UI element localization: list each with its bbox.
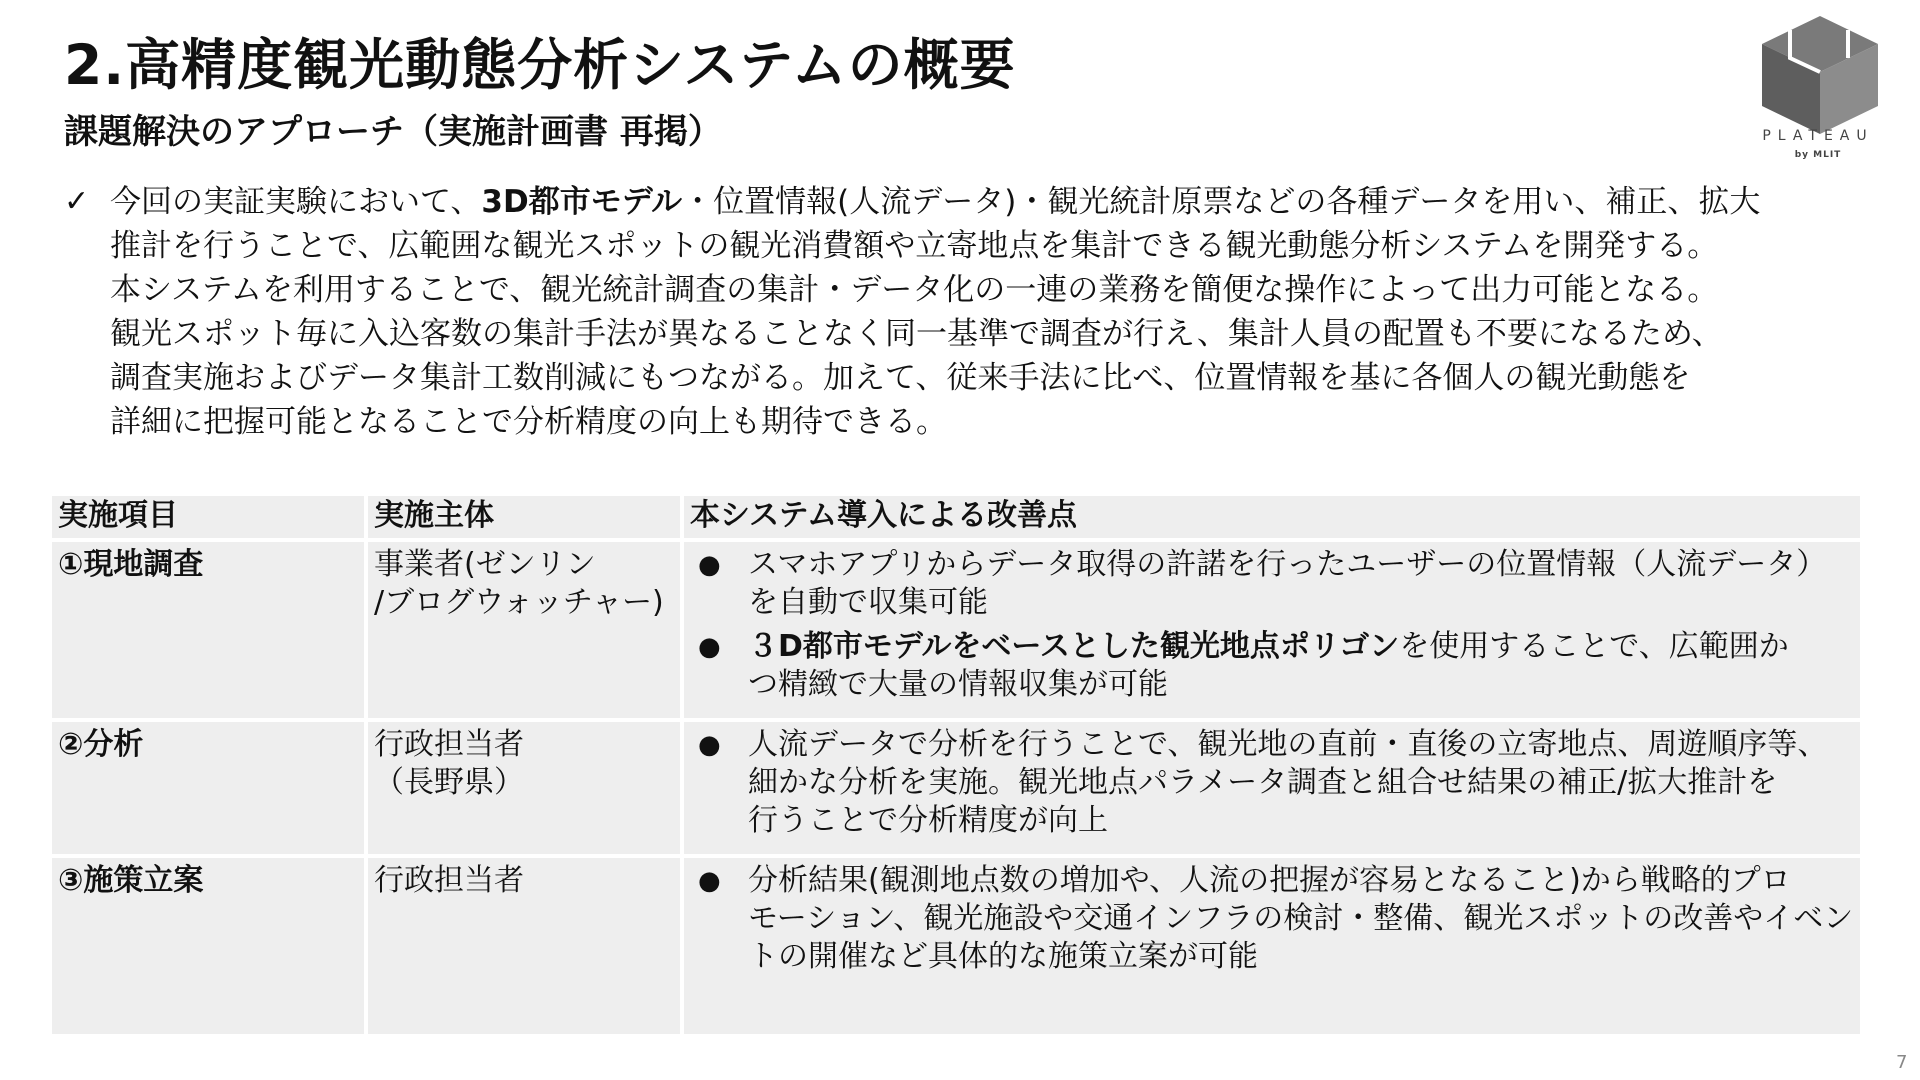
bullet-text: 行うことで分析精度が向上 xyxy=(748,803,1108,838)
row-actor xyxy=(366,720,682,856)
intro-line-2: 推計を行うことで、広範囲な観光スポットの観光消費額や立寄地点を集計できる観光動態分析システムを開発する。 xyxy=(110,228,1719,264)
table-row xyxy=(50,540,1862,720)
list-item xyxy=(690,862,1854,976)
row-actor xyxy=(366,856,682,1036)
bullet-text: スマホアプリからデータ取得の許諾を行ったユーザーの位置情報（人流データ） xyxy=(748,547,1827,582)
bullet-text: 分析結果(観測地点数の増加や、人流の把握が容易となること)から戦略的プロ xyxy=(748,863,1791,898)
table-row xyxy=(50,856,1862,1036)
bullet-text: つ精緻で大量の情報収集が可能 xyxy=(748,667,1168,702)
row-item: ②分析 xyxy=(50,720,366,856)
intro-line-4: 観光スポット毎に入込客数の集計手法が異なることなく同一基準で調査が行え、集計人員の配置も不要になるため、 xyxy=(110,316,1723,352)
row-actor xyxy=(366,540,682,720)
intro-text: 今回の実証実験において、 xyxy=(110,184,482,220)
intro-line-5: 調査実施およびデータ集計工数削減にもつながる。加えて、従来手法に比べ、位置情報を基に各個人の観光動態を xyxy=(110,360,1691,396)
header-actor: 実施主体 xyxy=(366,494,682,540)
header-improvement: 本システム導入による改善点 xyxy=(682,494,1862,540)
page-title: 2.高精度観光動態分析システムの概要 xyxy=(64,33,1016,97)
row-item: ①現地調査 xyxy=(50,540,366,720)
bullet-icon: ● xyxy=(698,550,721,580)
check-icon: ✓ xyxy=(64,184,90,219)
logo-wordmark: PLATEAU xyxy=(1762,128,1874,144)
intro-line-3: 本システムを利用することで、観光統計調査の集計・データ化の一連の業務を簡便な操作によって出力可能となる。 xyxy=(110,272,1719,308)
intro-line-1 xyxy=(64,180,1844,224)
actor-line: 事業者(ゼンリン xyxy=(374,547,596,582)
actor-line: （長野県） xyxy=(374,765,524,800)
list-item xyxy=(690,546,1854,622)
bullet-text: トの開催など具体的な施策立案が可能 xyxy=(748,939,1258,974)
bullet-icon: ● xyxy=(698,730,721,760)
table-header-row xyxy=(50,494,1862,540)
bullet-text: を自動で収集可能 xyxy=(748,585,988,620)
bullet-text: 細かな分析を実施。観光地点パラメータ調査と組合せ結果の補正/拡大推計を xyxy=(748,765,1778,800)
actor-line: 行政担当者 xyxy=(374,863,524,898)
row-item: ③施策立案 xyxy=(50,856,366,1036)
bullet-text xyxy=(748,628,1854,666)
page-number: 7 xyxy=(1896,1052,1908,1073)
bullet-bold-text: ３D都市モデルをベースとした観光地点ポリゴン xyxy=(748,629,1400,664)
actor-line: 行政担当者 xyxy=(374,727,524,762)
row-improvement xyxy=(682,720,1862,856)
bullet-icon: ● xyxy=(698,632,721,662)
intro-bold-text: 3D都市モデル xyxy=(481,184,683,220)
logo-subtext: by MLIT xyxy=(1794,150,1842,160)
bullet-text: を使用することで、広範囲か xyxy=(1399,629,1789,664)
row-improvement xyxy=(682,540,1862,720)
implementation-table xyxy=(48,492,1864,1038)
header-item: 実施項目 xyxy=(50,494,366,540)
list-item xyxy=(690,628,1854,704)
row-improvement xyxy=(682,856,1862,1036)
bullet-text: 人流データで分析を行うことで、観光地の直前・直後の立寄地点、周遊順序等、 xyxy=(748,727,1828,762)
intro-paragraph xyxy=(64,180,1844,444)
list-item xyxy=(690,726,1854,840)
intro-text: ・位置情報(人流データ)・観光統計原票などの各種データを用い、補正、拡大 xyxy=(682,184,1761,220)
bullet-icon: ● xyxy=(698,866,721,896)
page-subtitle: 課題解決のアプローチ（実施計画書 再掲） xyxy=(64,112,722,152)
actor-line: /ブログウォッチャー) xyxy=(374,585,664,620)
intro-line-6: 詳細に把握可能となることで分析精度の向上も期待できる。 xyxy=(110,404,947,440)
table-row xyxy=(50,720,1862,856)
bullet-text: モーション、観光施設や交通インフラの検討・整備、観光スポットの改善やイベン xyxy=(748,901,1854,936)
